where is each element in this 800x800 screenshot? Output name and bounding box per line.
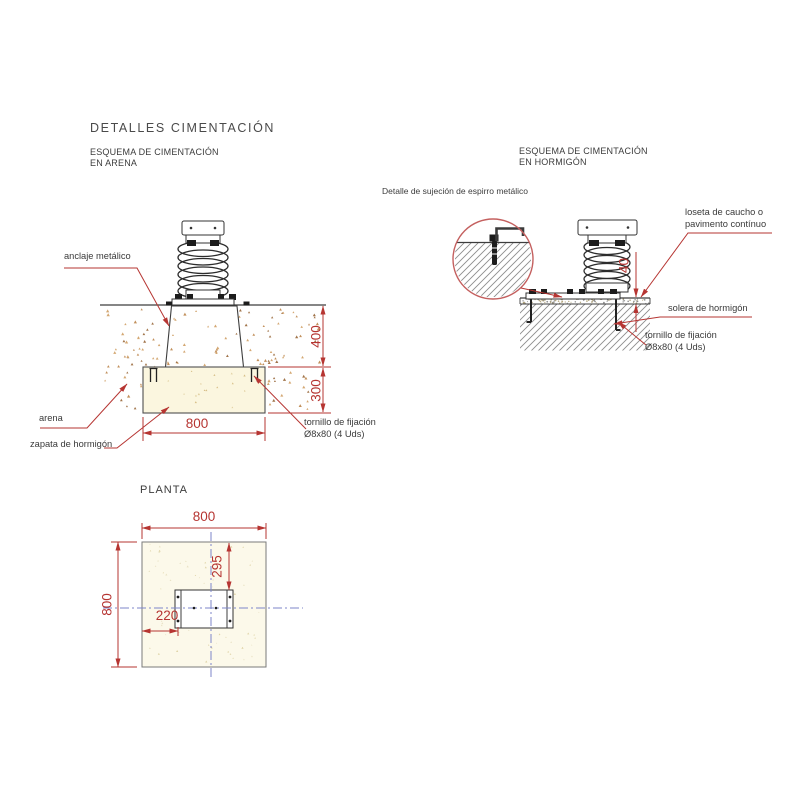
plate-bolt-dot — [229, 620, 232, 623]
plate-bolt-dot — [627, 226, 630, 229]
label-sand: arena — [39, 413, 63, 423]
right-scheme-heading-line1: ESQUEMA DE CIMENTACIÓN — [519, 146, 648, 156]
concrete-slab-hatch — [520, 305, 650, 351]
label-fixing-bolt-right-line2: Ø8x80 (4 Uds) — [645, 341, 706, 352]
label-rubber-tile-line1: loseta de caucho o — [685, 207, 764, 217]
plan-view-title: PLANTA — [140, 484, 188, 496]
dim-depth-300: 300 — [308, 379, 324, 402]
section-view-concrete — [453, 219, 772, 351]
plate-bolt-dot — [214, 227, 217, 230]
label-fixing-bolt-right-line1: tornillo de fijación — [645, 330, 717, 340]
plate-bolt-dot — [177, 596, 180, 599]
plan-view — [103, 523, 303, 678]
detail-caption: Detalle de sujeción de espirro metálico — [382, 186, 528, 196]
label-rubber-tile-line2: pavimento contínuo — [685, 218, 767, 229]
page-title: DETALLES CIMENTACIÓN — [90, 121, 276, 135]
left-scheme-heading — [90, 147, 219, 169]
label-fixing-bolt-left-line2: Ø8x80 (4 Uds) — [304, 428, 365, 439]
plate-hole-dot — [215, 607, 218, 610]
label-metal-anchor: anclaje metálico — [64, 251, 131, 261]
dim-plate-offset-220: 220 — [155, 608, 179, 623]
plate-bolt-dot — [229, 596, 232, 599]
concrete-footing — [143, 367, 265, 413]
label-fixing-bolt-left — [304, 417, 376, 440]
left-scheme-heading-line2: EN ARENA — [90, 158, 138, 168]
label-footing: zapata de hormigón — [30, 439, 113, 449]
allen-key-icon — [497, 229, 524, 242]
plate-bolt-dot — [586, 226, 589, 229]
dim-depth-400: 400 — [308, 325, 324, 348]
dim-plate-offset-295: 295 — [209, 555, 225, 578]
label-fixing-bolt-left-line1: tornillo de fijación — [304, 417, 376, 427]
metal-anchor-frame — [166, 306, 244, 367]
plate-bolt-dot — [190, 227, 193, 230]
plate-hole-dot — [193, 607, 196, 610]
dim-plan-width-800: 800 — [192, 509, 216, 524]
left-scheme-heading-line1: ESQUEMA DE CIMENTACIÓN — [90, 147, 219, 157]
dim-plan-height-800: 800 — [99, 593, 115, 616]
label-concrete-slab: solera de hormigón — [668, 303, 748, 313]
leaders-left — [40, 268, 306, 448]
detail-bubble — [453, 219, 562, 299]
right-scheme-heading — [519, 146, 648, 168]
dim-footing-width-800: 800 — [185, 416, 209, 431]
label-rubber-tile — [685, 207, 766, 230]
spring-left — [166, 221, 250, 306]
dim-tile-40: 40 — [616, 257, 632, 274]
right-scheme-heading-line2: EN HORMIGÓN — [519, 157, 587, 167]
label-fixing-bolt-right — [645, 330, 717, 353]
